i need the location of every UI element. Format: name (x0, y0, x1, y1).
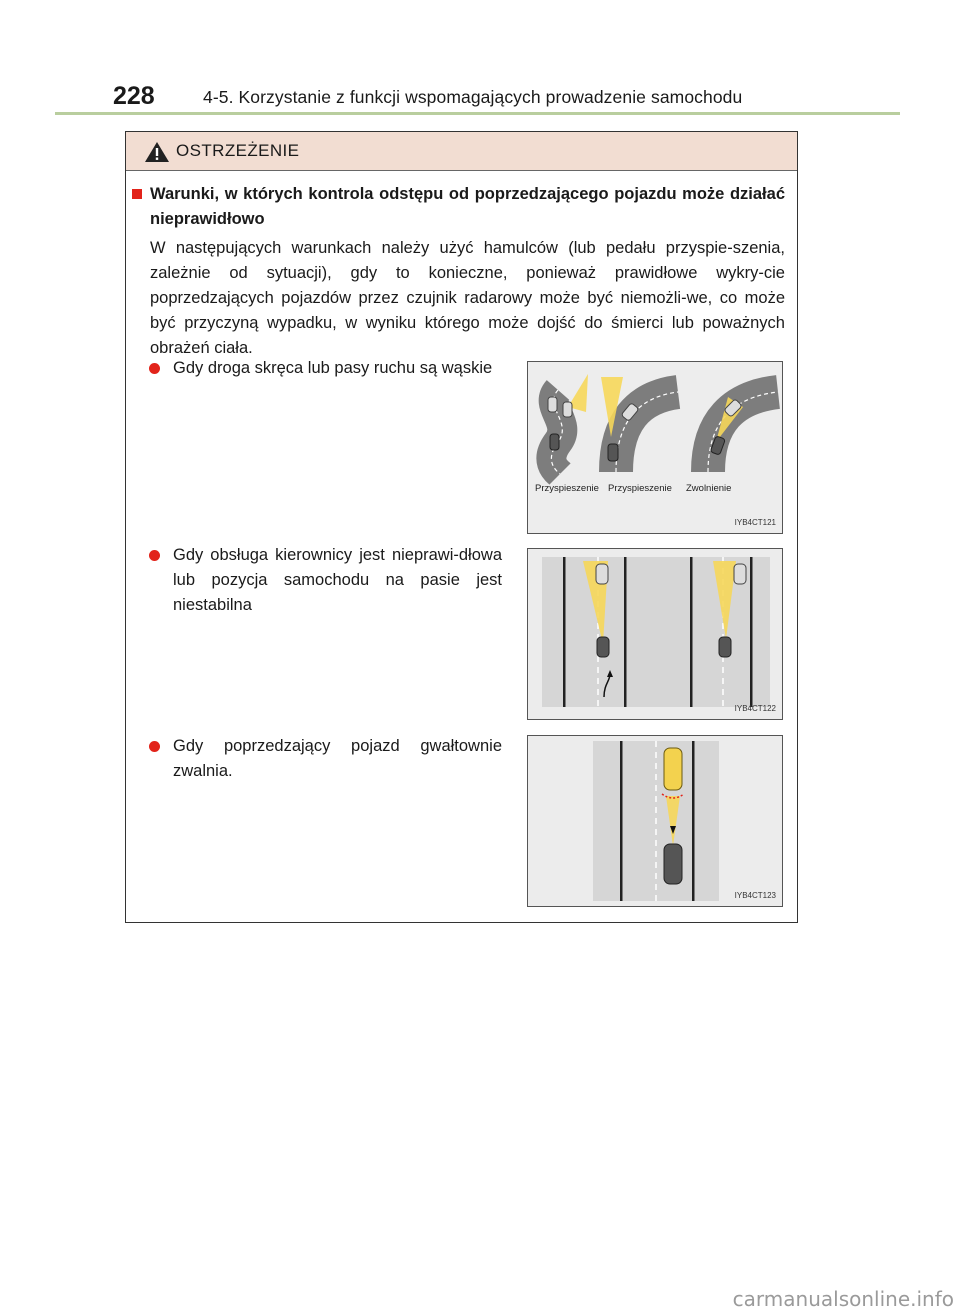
chapter-title: 4-5. Korzystanie z funkcji wspomagających prowadzenie samochodu (203, 87, 743, 107)
list-item-text: Gdy poprzedzający pojazd gwałtownie zwalnia. (173, 737, 502, 780)
bullet-icon (149, 741, 160, 752)
page-header (113, 82, 913, 112)
list-item (150, 734, 502, 784)
figure-curve-narrow-lanes (527, 361, 783, 534)
illustration-curved-road (528, 362, 782, 533)
figure-label: Przyspieszenie (608, 483, 672, 494)
section-title: Warunki, w których kontrola odstępu od poprzedzającego pojazdu może działać nieprawidłowo (150, 185, 785, 228)
figure-code: IYB4CT123 (734, 891, 776, 900)
warning-paragraph: W następujących warunkach należy użyć hamulców (lub pedału przyspie-szenia, zależnie od sytuacji), gdy to konieczne, ponieważ prawidłowe wykry-cie poprzedzających pojazdów przez czujnik radarowy może być niemożli-we, co może być przyczyną wypadku, w wyniku którego może dojść do śmierci lub poważnych obrażeń ciała. (150, 239, 785, 357)
warning-title: OSTRZEŻENIE (176, 141, 300, 160)
figure-label: Zwolnienie (686, 483, 732, 494)
list-item (150, 543, 502, 618)
illustration-lane-drift (528, 549, 782, 719)
figure-code: IYB4CT122 (734, 704, 776, 713)
figure-label: Przyspieszenie (535, 483, 599, 494)
list-item (150, 356, 502, 381)
section-bullet-icon (132, 189, 142, 199)
page-number: 228 (113, 82, 155, 110)
figure-code: IYB4CT121 (734, 518, 776, 527)
list-item-text: Gdy obsługa kierownicy jest nieprawi-dłowa lub pozycja samochodu na pasie jest niestabilna (173, 546, 502, 614)
list-item-text: Gdy droga skręca lub pasy ruchu są wąskie (173, 359, 493, 377)
bullet-icon (149, 363, 160, 374)
header-rule (55, 112, 900, 115)
warning-header (126, 132, 797, 171)
figure-sudden-braking (527, 735, 783, 907)
illustration-sudden-braking (528, 736, 782, 906)
bullet-icon (149, 550, 160, 561)
warning-triangle-icon (144, 141, 170, 163)
figure-unstable-steering (527, 548, 783, 720)
watermark: carmanualsonline.info (732, 1287, 954, 1311)
